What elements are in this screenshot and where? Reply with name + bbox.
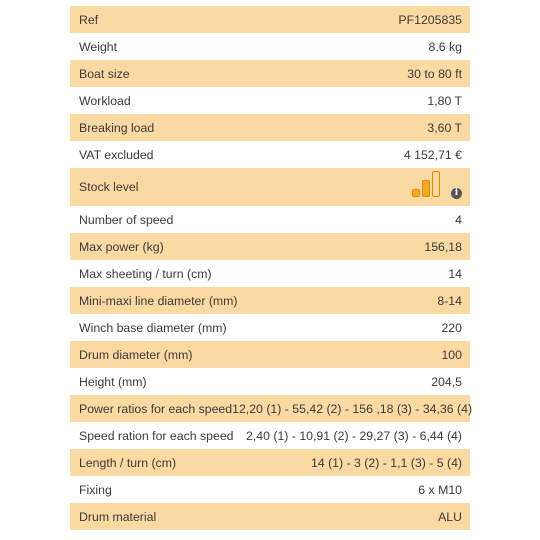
spec-label: Mini-maxi line diameter (mm)	[79, 293, 238, 308]
spec-label: Stock level	[79, 180, 139, 194]
spec-value: 14 (1) - 3 (2) - 1,1 (3) - 5 (4)	[310, 455, 462, 470]
spec-row-max-power	[70, 233, 470, 260]
stock-level-indicator	[412, 168, 462, 206]
spec-label: Fixing	[79, 482, 112, 497]
spec-label: VAT excluded	[79, 147, 154, 162]
spec-row-ref	[70, 6, 470, 33]
stock-bar	[412, 189, 420, 197]
spec-row-weight	[70, 33, 470, 60]
spec-label: Ref	[79, 12, 99, 27]
spec-value: PF1205835	[398, 12, 462, 27]
spec-label: Length / turn (cm)	[79, 455, 177, 470]
spec-row-breaking-load	[70, 114, 470, 141]
stock-bar	[432, 171, 440, 197]
spec-value: ALU	[438, 509, 462, 524]
spec-value: 204,5	[431, 374, 462, 389]
spec-label: Breaking load	[79, 120, 155, 135]
spec-label: Drum material	[79, 509, 157, 524]
spec-value: 1,80 T	[427, 93, 462, 108]
spec-label: Speed ration for each speed	[79, 428, 234, 443]
spec-row-fixing	[70, 476, 470, 503]
spec-value: 12,20 (1) - 55,42 (2) - 156 ,18 (3) - 34,36 (4)	[232, 401, 473, 416]
spec-value: 3,60 T	[427, 120, 462, 135]
spec-label: Power ratios for each speed	[79, 401, 233, 416]
spec-row-workload	[70, 87, 470, 114]
spec-row-max-sheeting	[70, 260, 470, 287]
spec-value: 30 to 80 ft	[407, 66, 462, 81]
spec-value: 14	[448, 266, 462, 281]
info-icon[interactable]: i	[451, 188, 462, 199]
spec-label: Max sheeting / turn (cm)	[79, 266, 212, 281]
spec-label: Number of speed	[79, 212, 174, 227]
spec-value: 6 x M10	[418, 482, 462, 497]
spec-row-stock-level	[70, 168, 470, 206]
spec-row-height	[70, 368, 470, 395]
spec-value: 8.6 kg	[428, 39, 462, 54]
spec-row-length-turn	[70, 449, 470, 476]
spec-row-drum-material	[70, 503, 470, 530]
spec-row-power-ratios	[70, 395, 473, 422]
spec-label: Winch base diameter (mm)	[79, 320, 227, 335]
spec-value: 2,40 (1) - 10,91 (2) - 29,27 (3) - 6,44 (4)	[246, 428, 462, 443]
spec-value: 8-14	[437, 293, 462, 308]
spec-row-number-of-speed	[70, 206, 470, 233]
stock-level-bars-icon	[412, 171, 440, 197]
spec-row-speed-ration	[70, 422, 470, 449]
spec-label: Boat size	[79, 66, 130, 81]
spec-label: Height (mm)	[79, 374, 147, 389]
spec-row-boat-size	[70, 60, 470, 87]
spec-row-drum-diameter	[70, 341, 470, 368]
spec-label: Workload	[79, 93, 131, 108]
spec-label: Weight	[79, 39, 118, 54]
spec-value: 156,18	[424, 239, 462, 254]
spec-value: 4 152,71 €	[403, 147, 462, 162]
spec-label: Max power (kg)	[79, 239, 164, 254]
spec-value: 220	[441, 320, 462, 335]
product-spec-table	[70, 6, 473, 530]
spec-row-winch-base-diameter	[70, 314, 470, 341]
spec-value: 4	[455, 212, 462, 227]
spec-value: 100	[441, 347, 462, 362]
spec-row-vat-excluded	[70, 141, 470, 168]
stock-bar	[422, 180, 430, 197]
spec-label: Drum diameter (mm)	[79, 347, 193, 362]
spec-row-line-diameter	[70, 287, 470, 314]
